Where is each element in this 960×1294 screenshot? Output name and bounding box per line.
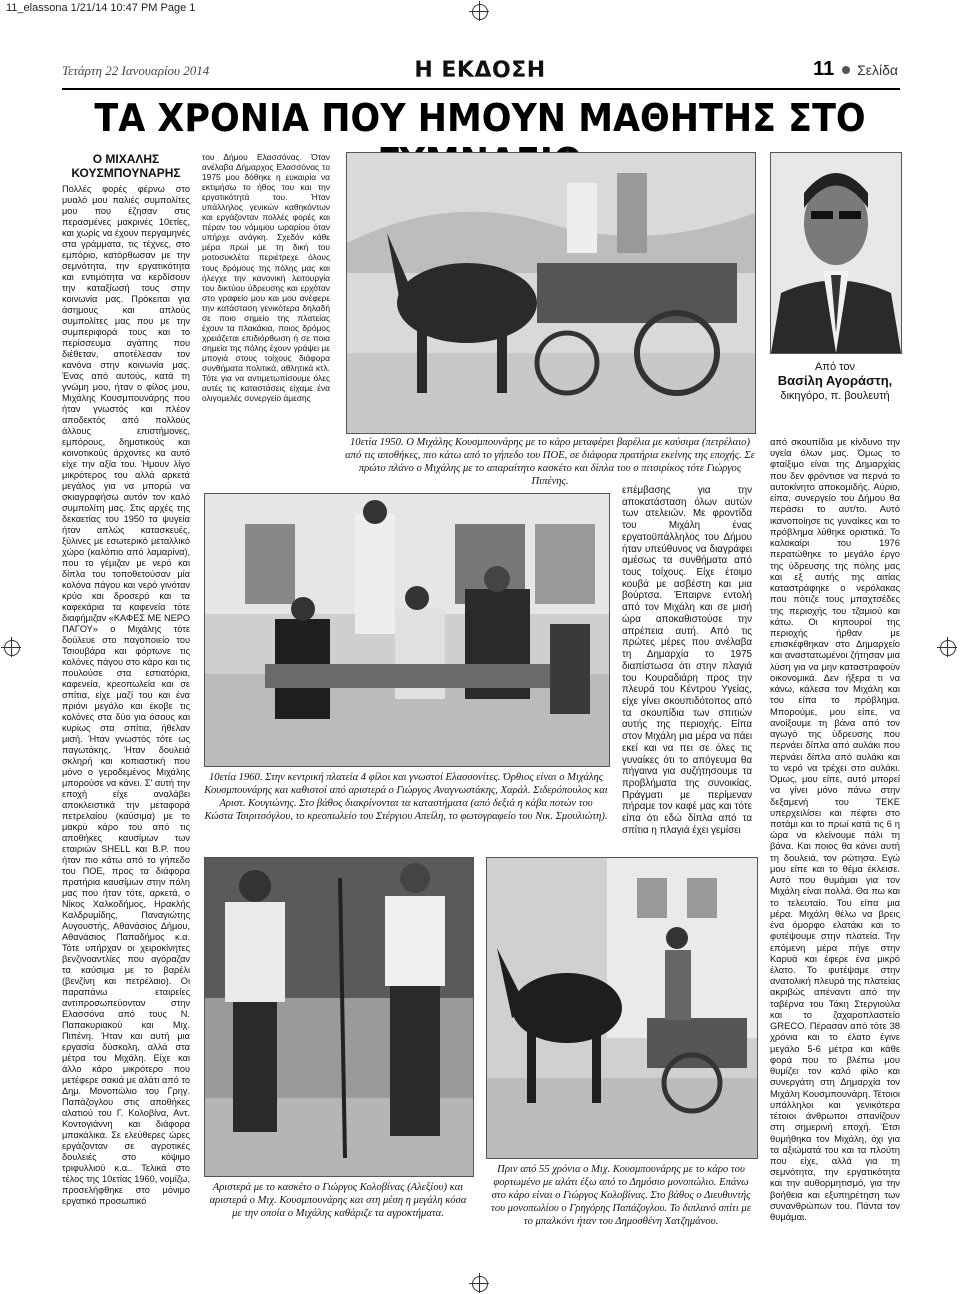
print-slug: 11_elassona 1/21/14 10:47 PM Page 1 <box>6 2 196 14</box>
issue-date: Τετάρτη 22 Ιανουαρίου 2014 <box>62 63 210 78</box>
article-text-3: επέμβασης για την αποκατάσταση όλων αυτών των ατελειών. Με φροντίδα του Μιχάλη ένας εργατοϋπάλληλος του Δήμου ήταν υπεύθυνος να διαγράφει αμέσως τα συνθήματα από τους τοίχους. Είχε έτοιμο κουβά με ασβέστη και μια βούρτσα. Έπαιρνε εντολή από τον Μιχάλη και σε μισή ώρα αποκαθιστούσε την απρέπεια αυτή. Από τις πρώτες μέρες που ανέλαβα τη Δημαρχία το 1975 διαπίστωσα ότι στην πλαγιά του Κουραδιάρη προς την πλευρά του Κέντρου Υγείας, είχε γίνει σκουπιδότοπος από τα σκουπίδια των σπιτιών αυτής της περιοχής. Είπα στον Μιχάλη μια μέρα να πάει εκεί και να πει σε όλες τις γυναίκες ότι το απόγευμα θα πήγαινα για συζήτησουμε τα προβλήματα της συνοικίας. Πράγματι με περίμεναν πήραμε τον καφέ μας και τότε είπα ότι εδώ δίπλα από τα σπίτια η πλαγιά έχει γεμίσει <box>622 485 752 836</box>
page-word: Σελίδα <box>857 62 898 78</box>
registration-mark-bottom <box>472 1276 488 1292</box>
author-from: Από τον <box>815 361 855 373</box>
author-credit <box>770 360 900 403</box>
article-text-4: από σκουπίδια με κίνδυνο την υγεία όλων μας. Όμως το φταίξιμο είναι της Δημαρχίας που δεν φρόντισε να περνά το αυτοκίνητο αποκομιδής. Αύριο, είπα, συνεργείο του Δήμου θα περάσει το αυτ/το. Αυτό ικανοποίησε τις γυναίκες και το πρόβλημα λύθηκε οριστικά. Το καλοκαίρι του 1976 περατώθηκε το μεγάλο έργο της ύδρευσης της πόλης μας και εξ αυτής της αιτίας καταστράφηκε ο νερόλακας που πότιζε τους μπαχτσέδες της περιοχής του τζαμιού και κάτω. Οι κηπουροί της περιοχής ήρθαν με επισκέφθηκαν στο Δημαρχείο και αναστατωμένοι ζήτησαν μια λύση για να μην καταστραφούν οικονομικά. Δεν ήξερα τι να κάνω, κάλεσα τον Μιχάλη και του είπα το πρόβλημα. Μπορούμε, μου είπε, να ανοίξουμε τη βάνα από τον αγωγό της ύδρευσης που περνάει δίπλα από αυλάκι που περνάει δίπλα από αυλάκι και το νερό να τρέχει στο αυλάκι. Όμως, μου είπε, αυτό μπορεί να γίνει μόνο πάνω στην δεξαμενή του ΤΕΚΕ υπερχειλίσει και πέφτει στο ποτάμι και το πρωί κατά τις 6 η ώρα να κλείνουμε πάλι τη βάνα. Και ποιος θα κάνει αυτή τη δουλειά, τον ρώτησα. Εγώ μου είπε και το θέμα έκλεισε. Αυτό που θυμάμαι για τον Μιχάλη είναι πολλά. Θα πω και το τελευταίο. Του είπα μια μέρα. Μιχάλη θέλω να βρεις ένα όμορφο ελατάκι και το φυτέψουμε στην πλατεία. Την επόμενη μέρα πήγε στην Καρυά και έφερε ένα μικρό έλατο. Το φυτέψαμε στην ανατολική πλευρά της πλατείας ακριβώς απέναντι από την ταβέρνα του Τάκη Στεργιούλα και το ζαχαροπλαστείο GRECO. Πέρασαν από τότε 38 χρόνια και το έλατο έγινε μεγάλο 5-6 μέτρα και κάθε φορά που το βλέπω μου θυμίζει τον καλό φίλο και συνεργάτη στη Δημαρχία τον Μιχάλη Κουσμπουνάρη. Τέτοιοι υπάλληλοι και γενικότερα τέτοιοι άνθρωποι σπανίζουν στη σημερινή εποχή. Έτσι θυμήθηκα τον Μιχάλη, όχι για τα αξιώματά του και τα πλούτη που είχε, αλλά για τη σεμνότητα, την εργατικότητα και την αυθορμητισμό, για την βοήθεια και εξυπηρέτηση των συνανθρώπων του. Πάντα τον θυμάμαι. <box>770 436 900 1223</box>
headline: ΤΑ ΧΡΟΝΙΑ ΠΟΥ ΗΜΟΥΝ ΜΑΘΗΤΗΣ ΣΤΟ <box>94 96 866 140</box>
photo-author-portrait <box>770 152 902 354</box>
author-title: δικηγόρο, π. βουλευτή <box>780 390 890 402</box>
caption-cart-55-years: Πριν από 55 χρόνια ο Μιχ. Κουσμπουνάρης με το κάρο του φορτωμένο με αλάτι έξω από το Δημόσιο μονοπώλιο. Επάνω στο κάρο είναι ο Γιώργος Κολοβίνας. Στο βάθος ο Διευθυντής του μονοπωλίου ο Γρηγόρης Παπάζογλου. Το διπλανό σπίτι με το μπαλκόνι ήταν του Δημοσθένη Χατζημάνου. <box>491 1164 751 1227</box>
registration-mark-right <box>940 640 956 656</box>
article-text-2: του Δήμου Ελασσόνας. Όταν ανέλαβα Δήμαρχος Ελασσόνας το 1975 μου δόθηκε η ευκαιρία να εκτιμήσω το ήθος του και την εργατικότητά του. Ήταν υπάλληλος γενικών καθηκόντων και εργάζονταν πολλές φορές και πέραν του νόμιμου ωραρίου όταν υπήρχε ανάγκη. Σχεδόν κάθε μέρα πρωί με τη δική του μοτοσυκλέτα περιέτρεχε όλους τους δρόμους της πόλης μας και ήλεγχε την κανονική λειτουργία του δικτύου ύδρευσης και ερχόταν στο γραφείο μου και μου ανέφερε την κατάσταση γενικότερα δηλαδή σε ποιο σημείο της πλατείας έχουν τα πλακάκια, ποιος δρόμος χρειάζεται επιδιόρθωση ή σε ποια σημεία της πόλης έχουν γράψει με μπογιά στους τοίχους διάφορα συνθήματα πολιτικά, αθλητικά κτλ. Τότε για να αντιμετωπίσουμε όλες αυτές τις καταστάσεις είχαμε ένα ολιγομελές συνεργείο άμεσης <box>202 152 330 404</box>
bullet-icon <box>842 66 850 74</box>
photo-garden <box>204 857 474 1177</box>
page-indicator <box>813 58 898 81</box>
article-byline: Ο ΜΙΧΑΛΗΣ ΚΟΥΣΜΠΟΥΝΑΡΗΣ <box>71 152 181 180</box>
paper-name: Η ΕΚΔΟΣΗ <box>414 58 546 83</box>
photo-square-1960 <box>204 493 610 767</box>
header-rule <box>62 88 900 90</box>
article-text-1: Πολλές φορές φέρνω στο μυαλό μου παλιές συμπολίτες μου που έζησαν στις περασμένες μακρινές 10ετίες, και χωρίς να έχουν περγαμηνές στα γράμματα, τις τέχνες, στο εμπόριο, κατόρθωσαν με την σεμνότητα, την εργατικότητα και εντιμότητα να κερδίσουν την καταξίωσή τους στην κοινωνία μας. Πρόκειται για άσημους και απλούς συμπολίτες μας που με την συμπεριφορά τους και το περίσσευμα αγάπης που διέθεταν, αποτέλεσαν τον κανόνα στην κοινωνία μας. Ένας από αυτούς, κατά τη γνώμη μου, ήταν ο φίλος μου, Μιχάλης Κουσμπουνάρης που ήταν γνωστός και πλέον αποδεκτός από πολλούς άλλους επιστήμονες, εμπόρους, δημοτικούς και κοινοτικούς άρχοντες κα αυτό είχε την αξία του. Ήμουν λίγο μικρότερος του αλλά αρκετά μεγάλος για να μπορώ να σκιαγραφήσω αυτόν τον καλό συμπολίτη μας. Στις αρχές της δεκαετίας του 1950 τα ψυγεία ήταν απλώς κατασκευές, ξύλινες με εσωτερικό μεταλλικό χώρο (καλόπιο από λαμαρίνα), που το γέμιζαν με νερό και δίπλα του τοποθετούσαν μία κολόνα πάγου και νερό γινόταν κρύο και δροσερό και τα καφεκάρια τα καφενεία τότε διαφήμιζαν «ΚΑΦΕΣ ΜΕ ΝΕΡΟ ΠΑΓΟΥ» ο Μιχάλης τότε δούλευε στο παγοποιείο του Τσιουβάρα και φόρτωνε τις κολόνες πάγου στο κάρο και τις πουλούσε στα εστιατόρια, καφενεία, κρεοπωλεία και σε σπίτια, είχε μαζί του και ένα πριόνι μεγάλο και έκοβε τις κολόνες στα δύο για όσους και κυρίως στα σπίτια, ήθελαν μισή. Ήταν γνωστός τότε ως παγωτάκης. Ήταν δουλειά σκληρή και κοπιαστική που μόνο ο γεροδεμένος Μιχάλης μπορούσε να κάνει. Σ' αυτή την εποχή είχε αναλάβει αποκλειστικά την μεταφορά πετρελαίου (καύσιμα) με το μακρύ κάρο του από τις αποθήκες καυσίμων των εταιριών SHELL και Β.Ρ. που ήταν πιο κάτω από το γήπεδο του ΠΟΕ, προς τα διάφορα πρατήρια καυσίμων στην πόλη μας που ήταν τότε, αρκετά, ο Νίκος Χαλκοδήμος, Ηρακλής Καλδρυμίδης, Παναγιώτης Αυγουστής, Αθανάσιος Δήμου, Αθανάσιος Παπαδήμος κ.α. Τότε υπήρχαν οι χειροκίνητες βενζινοαντλίες που αγόραζαν τα καύσιμα με το βαρέλι (βενζίνη και πετρέλαιο). Οι παραπάνω εταιρείες αντιπροσωπεύονταν στην Ελασσόνα από τους Ν. Παπακυριακού και Μιχ. Πιπένη. Ήταν και αυτή μια εργασία δύσκολη, αλλά στα μέτρα του Μιχάλη. Είχε και άλλο κάρο μικρότερο που μετέφερε σακιά με αλάτι από το Δημ. Μονοπώλιο του Γρηγ. Παπάζογλου στις αποθήκες αλατιού του Γ. Κολοβίνα, Αντ. Κοντογιάννη και διάφορα μπακάλικα. Σε ελεύθερες ώρες εργάζονταν σε αγροτικές δουλειές στο κόψιμο τριφυλλιού κ.α.. Τελικά στο τέλος της 10ετίας 1960, νομίζω, προσελήφθηκε στο μόνιμο εργατικό προσωπικό <box>62 184 191 1206</box>
author-name: Βασίλη Αγοράστη, <box>777 373 893 388</box>
caption-cart-1950: 10ετία 1950. Ο Μιχάλης Κουσμπουνάρης με το κάρο μεταφέρει βαρέλια με καύσιμα (πετρέλαιο) από τις αποθήκες, πιο κάτω από το γήπεδο του ΠΟΕ, σε διάφορα πρατήρια εκείνης της εποχής. Σε πρώτο πλάνο ο Μιχάλης με το απαραίτητο κασκέτο και δίπλα του ο πιτσιρίκος τότε Γιώργος Πιπένης. <box>345 437 755 487</box>
registration-mark-top <box>472 4 488 20</box>
caption-garden: Αριστερά με το κασκέτο ο Γιώργος Κολοβίνας (Αλεξίου) και αριστερά ο Μιχ. Κουσμπουνάρης και στη μέση η μεγάλη κόσα με την οποία ο Μιχάλης καθάριζε τα αγροκτήματα. <box>209 1182 467 1219</box>
article-column-1 <box>62 152 190 1207</box>
registration-mark-left <box>4 640 20 656</box>
page-number: 11 <box>813 58 835 80</box>
photo-cart-55-years <box>486 857 758 1159</box>
caption-square-1960: 10ετία 1960. Στην κεντρική πλατεία 4 φίλοι και γνωστοί Ελασσονίτες. Όρθιος είναι ο Μιχάλης Κουσμπουνάρης και καθιστοί από αριστερά ο Γιώργος Αναγνωστάκης, Χαράλ. Σιδερόπουλος και Αριστ. Κουγιώνης. Στο βάθος διακρίνονται τα καταστήματα (από δεξιά η κάβα ποτών του Κώστα Τσιριτσόγλου, το κρεοπωλείο του Στέργιου Απείλη, το φωτογραφείο του Νικ. Σμουλιώτη). <box>204 772 608 822</box>
photo-cart-1950 <box>346 152 756 434</box>
